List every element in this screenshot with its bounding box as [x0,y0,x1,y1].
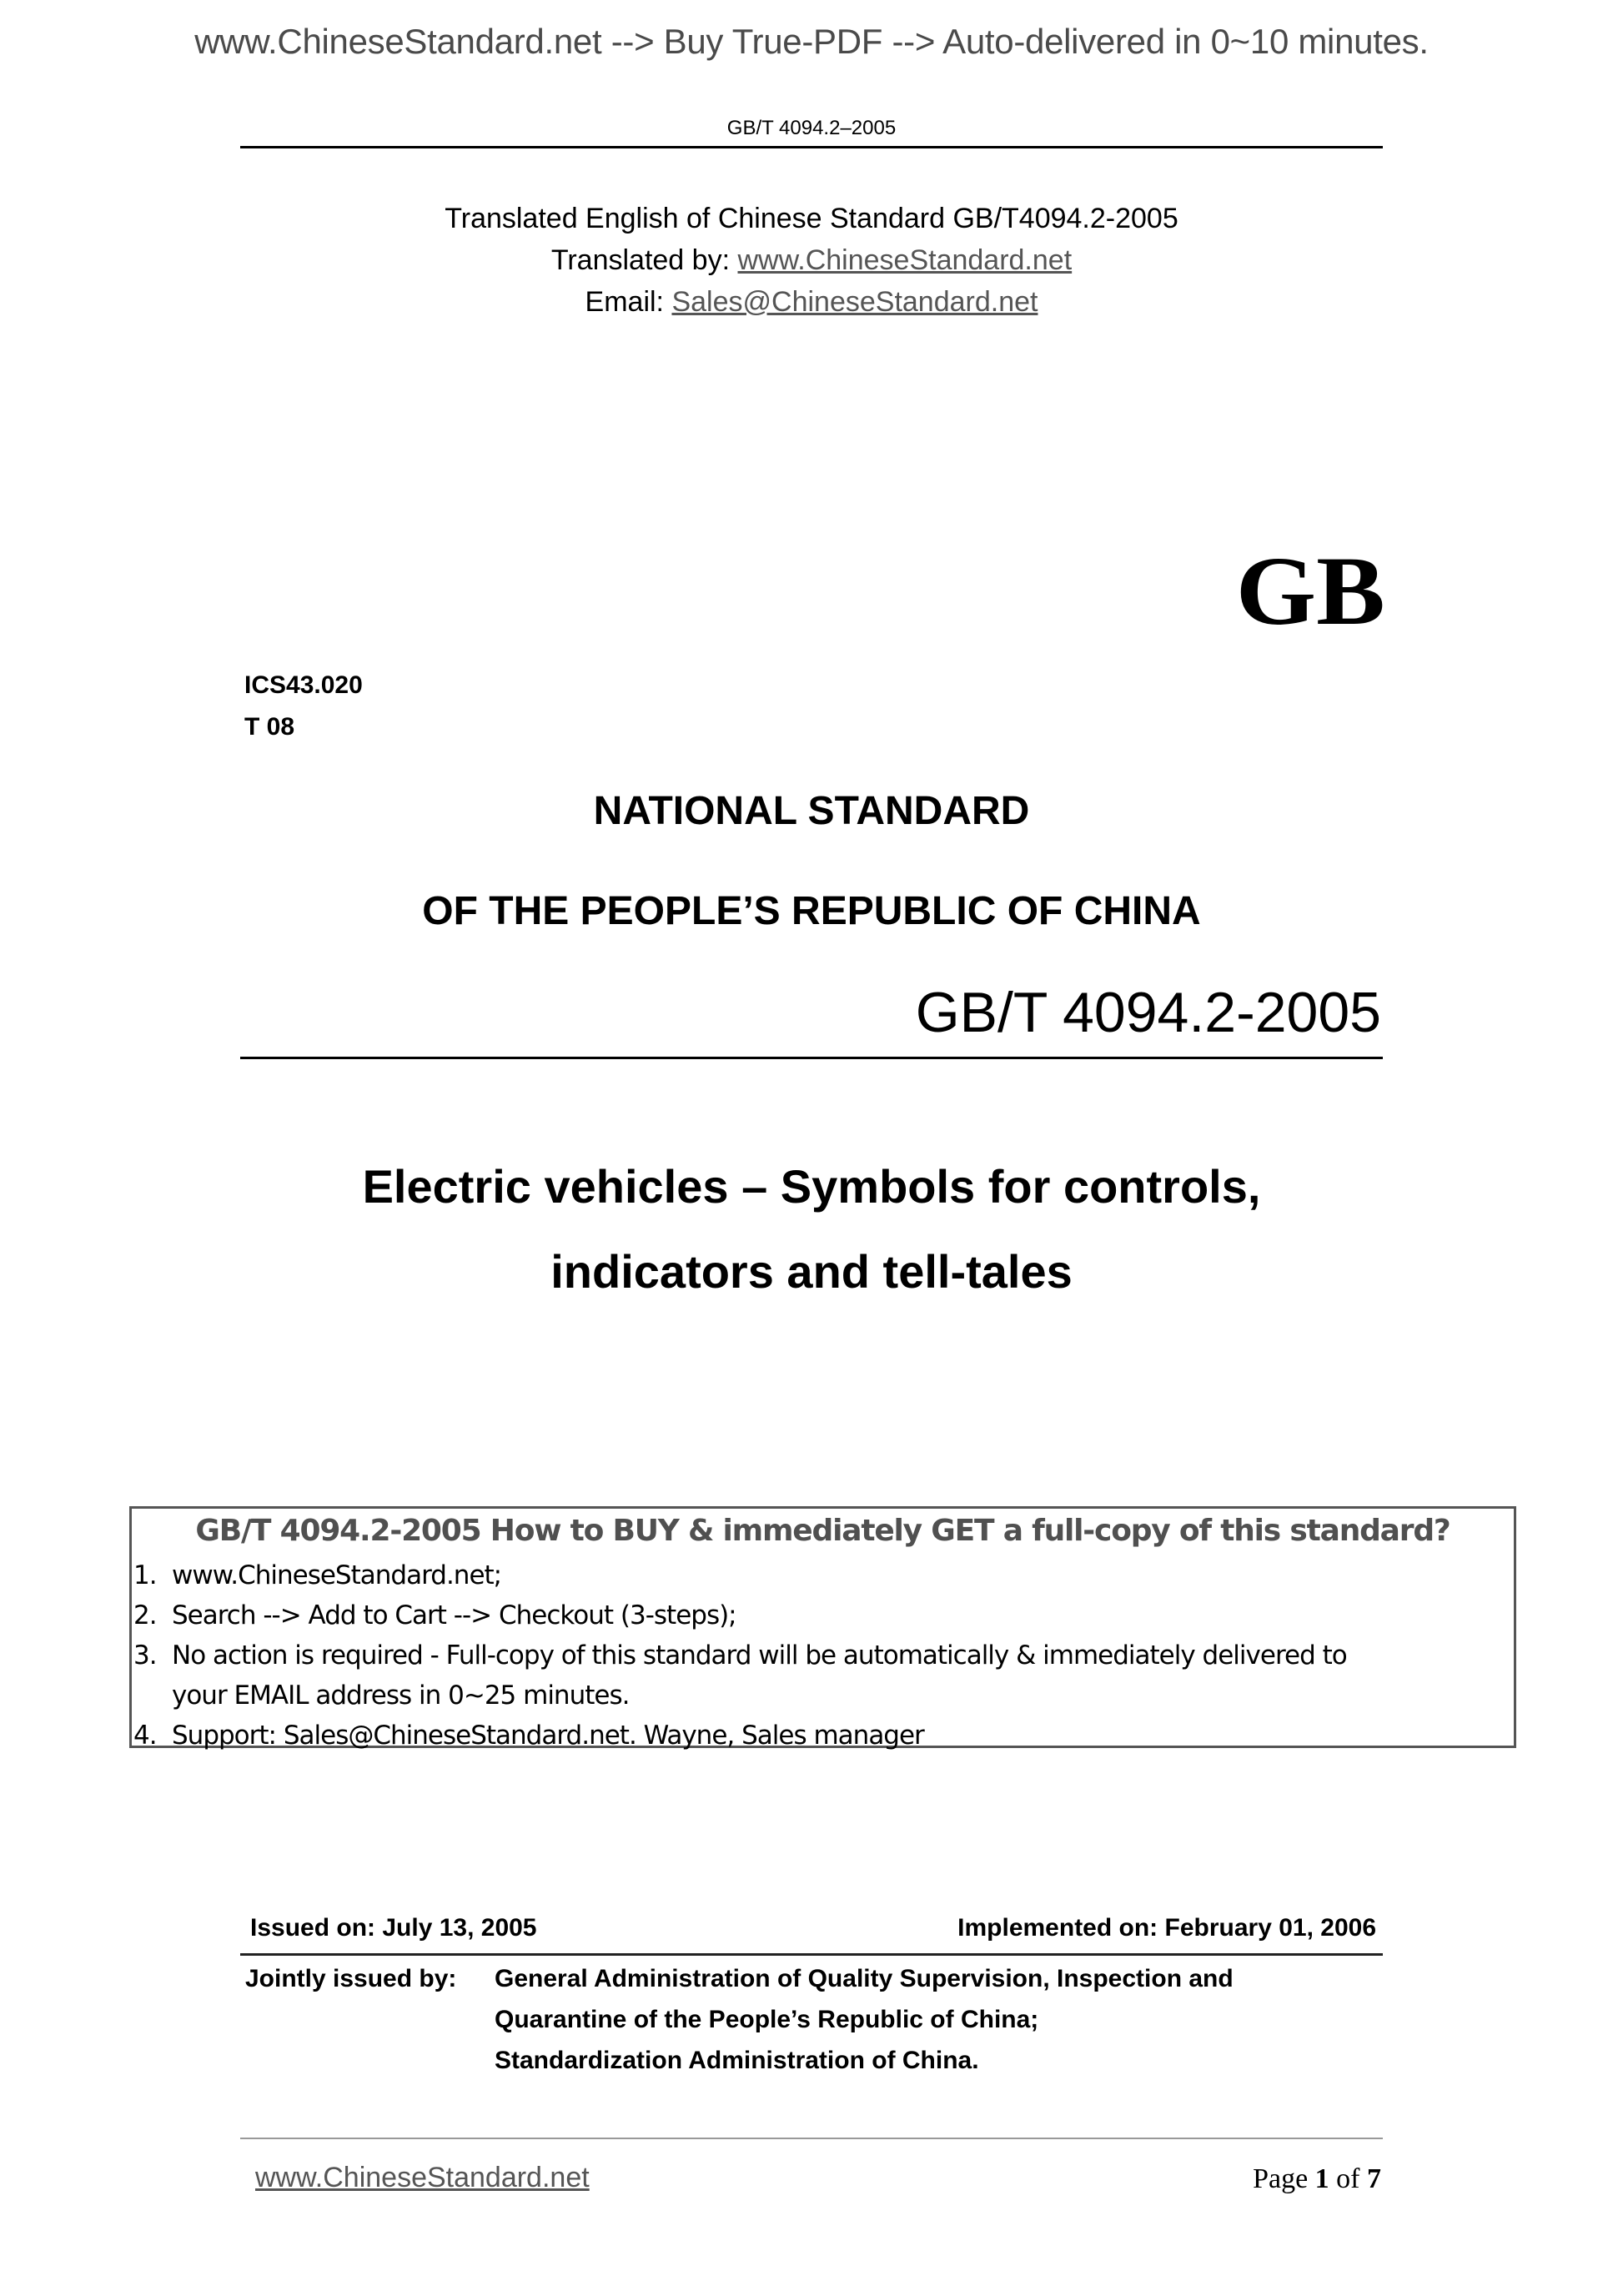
buy-step-continuation [172,1681,629,1711]
header-divider [240,146,1383,148]
issuer-line: Quarantine of the People’s Republic of China; [495,2006,1039,2033]
buy-step [132,1721,924,1751]
ics-code: ICS43.020 [244,671,363,699]
page-prefix: Page [1253,2163,1315,2194]
email-line [0,286,1623,319]
step-number: 1. [133,1560,157,1590]
standard-number: GB/T 4094.2-2005 [915,981,1381,1044]
issuer-line: General Administration of Quality Supervision, Inspection and [495,1965,1234,1992]
jointly-issued-label: Jointly issued by: [245,1965,457,1992]
dates-divider [240,1953,1383,1956]
page-current: 1 [1314,2163,1329,2194]
issued-date: Issued on: July 13, 2005 [250,1914,537,1942]
email-link[interactable]: Sales@ChineseStandard.net [671,286,1038,318]
step-number: 2. [133,1600,157,1630]
buy-step [132,1600,736,1630]
buy-step [132,1640,1347,1671]
page-number [1253,2163,1381,2195]
national-standard-heading: NATIONAL STANDARD [593,789,1030,833]
buy-step [132,1560,501,1590]
implemented-date: Implemented on: February 01, 2006 [957,1914,1376,1942]
running-header: GB/T 4094.2–2005 [726,117,897,139]
translated-by [0,244,1623,277]
step-number: 3. [133,1640,157,1671]
buy-instructions-box [129,1506,1516,1751]
document-title-line-1: Electric vehicles – Symbols for controls, [362,1160,1261,1213]
title-divider [240,1057,1383,1059]
gb-logo: GB [1235,536,1385,646]
issuer-line: Standardization Administration of China. [495,2047,979,2074]
step-number: 4. [133,1721,157,1751]
promo-banner: www.ChineseStandard.net --> Buy True-PDF --> Auto-delivered in 0~10 minutes. [194,22,1429,61]
step-text: your EMAIL address in 0~25 minutes. [172,1681,630,1711]
step-text[interactable]: www.ChineseStandard.net; [172,1560,502,1590]
footer-link[interactable]: www.ChineseStandard.net [255,2162,590,2193]
prc-heading: OF THE PEOPLE’S REPUBLIC OF CHINA [422,889,1201,933]
buy-box-heading: GB/T 4094.2-2005 How to BUY & immediately GET a full-copy of this standard? [195,1514,1450,1548]
ccs-code: T 08 [244,713,295,741]
step-text: Search --> Add to Cart --> Checkout (3-steps); [172,1600,736,1630]
page-total: 7 [1367,2163,1381,2194]
step-text: Support: Sales@ChineseStandard.net. Wayne, Sales manager [172,1721,924,1751]
step-text: No action is required - Full-copy of this standard will be automatically & immediately delivered to [172,1640,1347,1671]
translator-link[interactable]: www.ChineseStandard.net [737,244,1073,276]
document-title-line-2: indicators and tell-tales [550,1245,1073,1298]
email-label: Email: [585,286,672,318]
translation-line: Translated English of Chinese Standard GB/T4094.2-2005 [445,203,1178,234]
translated-by-label: Translated by: [550,244,738,276]
footer-divider [240,2138,1383,2139]
page-mid: of [1329,2163,1367,2194]
